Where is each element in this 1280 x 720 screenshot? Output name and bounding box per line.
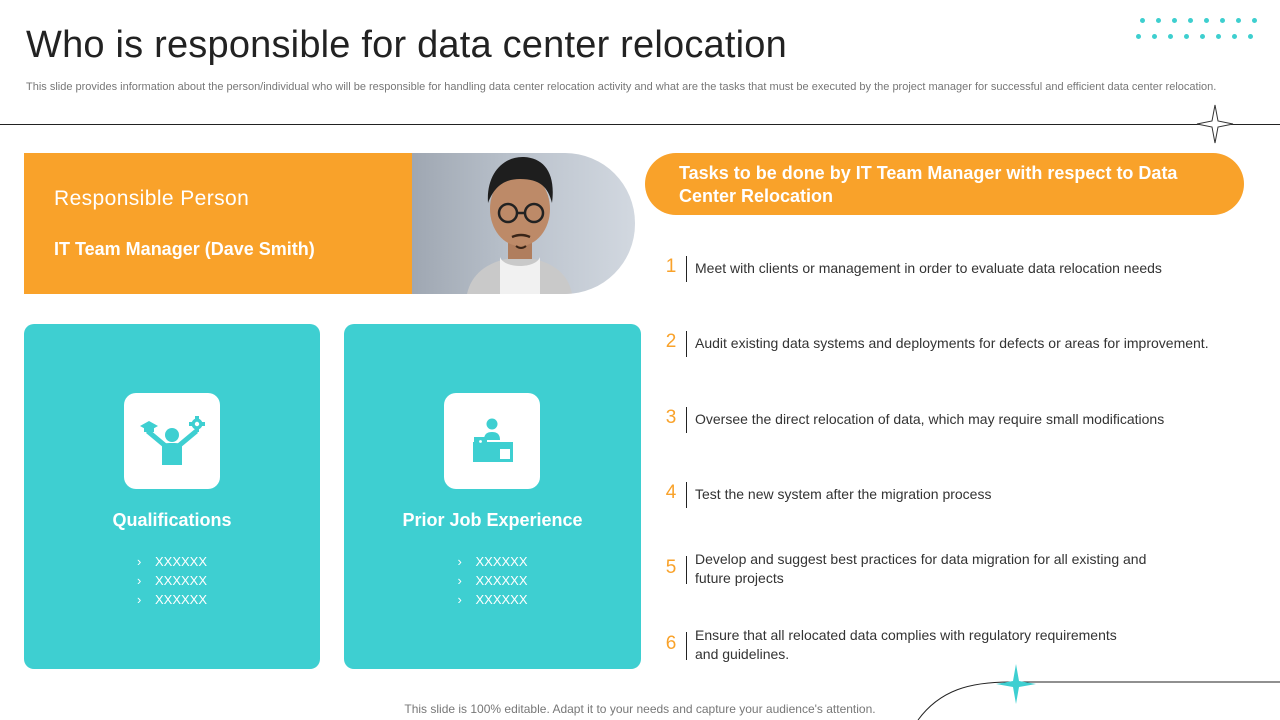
responsible-person-banner	[24, 153, 412, 294]
task-number: 6	[665, 633, 677, 654]
task-number: 3	[665, 407, 677, 428]
list-item: › XXXXXX	[136, 573, 208, 588]
qualifications-list	[24, 554, 320, 611]
task-divider	[686, 482, 687, 508]
list-item: › XXXXXX	[136, 592, 208, 607]
page-title: Who is responsible for data center relocation	[26, 24, 787, 66]
task-text: Ensure that all relocated data complies with regulatory requirements	[695, 627, 1117, 643]
task-divider	[686, 632, 687, 660]
task-number: 5	[665, 557, 677, 578]
header-divider	[0, 124, 1280, 125]
tasks-header	[645, 153, 1244, 215]
teal-star-icon	[996, 664, 1036, 704]
list-item: › XXXXXX	[457, 554, 528, 569]
list-item: › XXXXXX	[457, 592, 528, 607]
task-divider	[686, 556, 687, 584]
task-text: Audit existing data systems and deployments for defects or areas for improvement.	[695, 335, 1209, 351]
task-number: 1	[665, 256, 677, 277]
task-divider	[686, 407, 687, 433]
task-text: Test the new system after the migration process	[695, 486, 992, 502]
task-text: Meet with clients or management in order to evaluate data relocation needs	[695, 260, 1162, 276]
task-text: Develop and suggest best practices for data migration for all existing and	[695, 551, 1147, 567]
person-at-desk-icon	[444, 393, 540, 489]
prior-job-experience-card	[344, 324, 641, 669]
task-number: 2	[665, 331, 677, 352]
experience-icon-box	[444, 393, 540, 489]
list-item: › XXXXXX	[136, 554, 208, 569]
qualifications-card	[24, 324, 320, 669]
qualifications-title: Qualifications	[112, 510, 232, 530]
task-number: 4	[665, 482, 677, 503]
task-text-continued: and guidelines.	[695, 646, 790, 662]
manager-photo	[412, 153, 635, 294]
tasks-header-text: Tasks to be done by IT Team Manager with respect to Data Center Relocation	[679, 163, 1178, 206]
footer-note: This slide is 100% editable. Adapt it to your needs and capture your audience's attention.	[404, 702, 876, 716]
prior-job-experience-title: Prior Job Experience	[402, 510, 583, 530]
list-item: › XXXXXX	[457, 573, 528, 588]
responsible-person-name: IT Team Manager (Dave Smith)	[54, 239, 315, 259]
task-divider	[686, 331, 687, 357]
decorative-dots	[1136, 18, 1276, 48]
person-with-cap-and-gear-icon	[124, 393, 220, 489]
outline-star-icon	[1196, 104, 1234, 144]
task-text: Oversee the direct relocation of data, which may require small modifications	[695, 411, 1165, 427]
experience-list	[344, 554, 641, 611]
qualifications-icon-box	[124, 393, 220, 489]
responsible-person-label: Responsible Person	[54, 187, 250, 210]
page-subtitle: This slide provides information about the person/individual who will be responsible for handling data center relocation activity and what are the tasks that must be executed by the project manager for successful and efficient data center relocation.	[26, 81, 1217, 93]
task-divider	[686, 256, 687, 282]
task-text-continued: future projects	[695, 570, 784, 586]
